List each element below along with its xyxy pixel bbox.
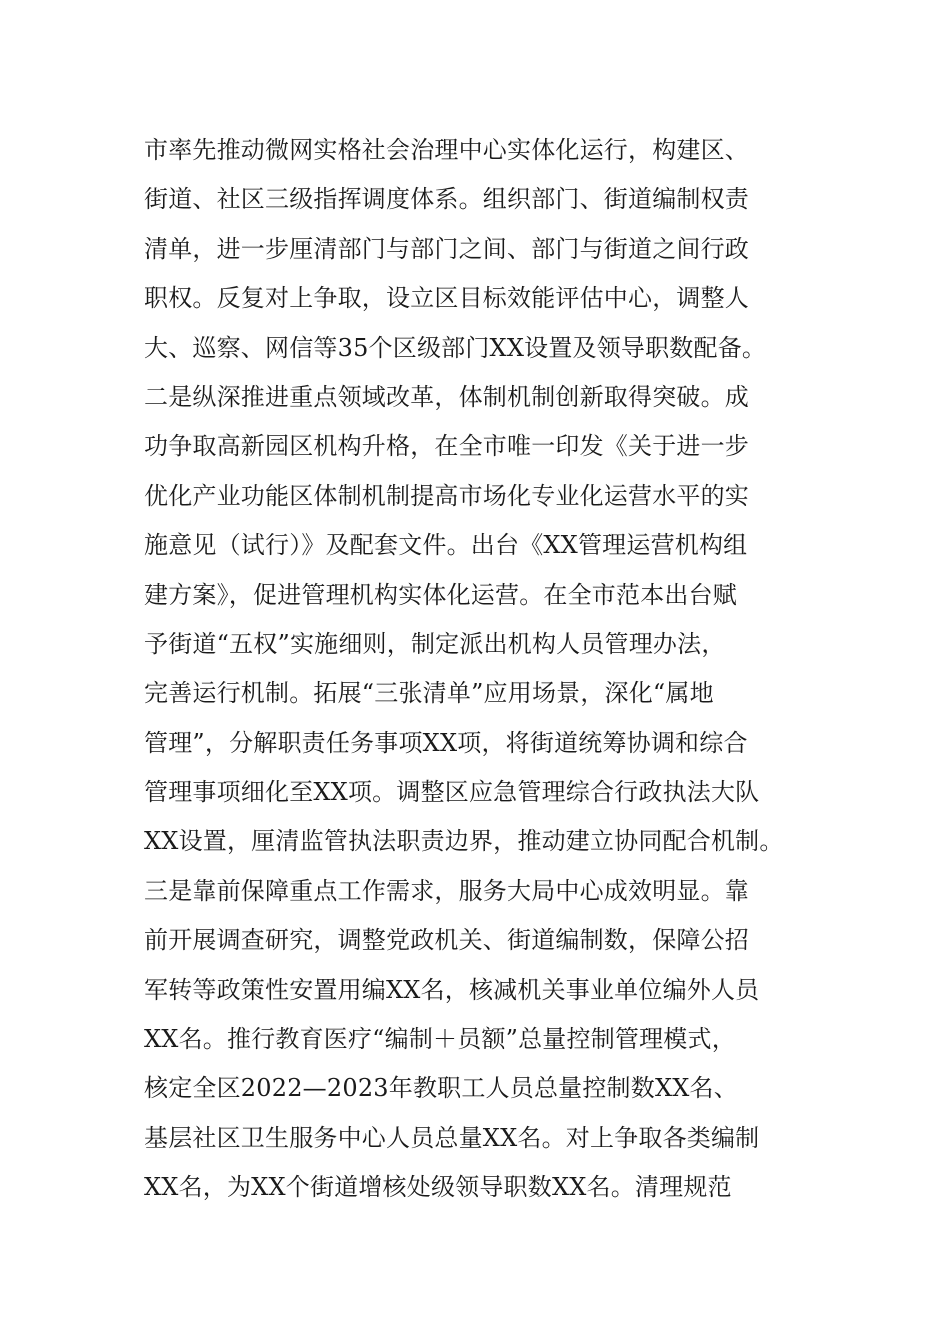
text-line: 大、巡察、网信等35个区级部门XX设置及领导职数配备。	[144, 333, 767, 362]
text-line: XX名。推行教育医疗“编制＋员额”总量控制管理模式，	[144, 1025, 736, 1054]
text-line: 核定全区2022—2023年教职工人员总量控制数XX名、	[144, 1074, 738, 1103]
text-line: 清单，进一步厘清部门与部门之间、部门与街道之间行政	[144, 234, 749, 263]
text-line: 完善运行机制。拓展“三张清单”应用场景，深化“属地	[144, 679, 714, 708]
text-line: 市率先推动微网实格社会治理中心实体化运行，构建区、	[144, 136, 749, 164]
text-line: 管理”，分解职责任务事项XX项，将街道统筹协调和综合	[144, 728, 748, 757]
text-line: 二是纵深推进重点领域改革，体制机制创新取得突破。成	[144, 382, 749, 411]
text-line: 军转等政策性安置用编XX名，核减机关事业单位编外人员	[144, 975, 760, 1004]
text-line: 予街道“五权”实施细则，制定派出机构人员管理办法，	[144, 629, 726, 658]
text-line: 管理事项细化至XX项。调整区应急管理综合行政执法大队	[144, 778, 760, 807]
text-line: XX名，为XX个街道增核处级领导职数XX名。清理规范	[144, 1173, 732, 1202]
body-text	[144, 126, 844, 1213]
text-line: 职权。反复对上争取，设立区目标效能评估中心，调整人	[144, 284, 749, 313]
text-line: 前开展调查研究，调整党政机关、街道编制数，保障公招	[144, 926, 749, 955]
text-line: 功争取高新园区机构升格，在全市唯一印发《关于进一步	[144, 432, 749, 461]
text-line: 优化产业功能区体制机制提高市场化专业化运营水平的实	[144, 481, 749, 510]
text-line: 三是靠前保障重点工作需求，服务大局中心成效明显。靠	[144, 876, 749, 905]
text-line: 基层社区卫生服务中心人员总量XX名。对上争取各类编制	[144, 1123, 760, 1152]
text-line: 建方案》，促进管理机构实体化运营。在全市范本出台赋	[144, 580, 737, 609]
text-line: 施意见（试行）》及配套文件。出台《XX管理运营机构组	[144, 531, 748, 560]
text-line: 街道、社区三级指挥调度体系。组织部门、街道编制权责	[144, 185, 749, 214]
text-line: XX设置，厘清监管执法职责边界，推动建立协同配合机制。	[144, 827, 784, 856]
